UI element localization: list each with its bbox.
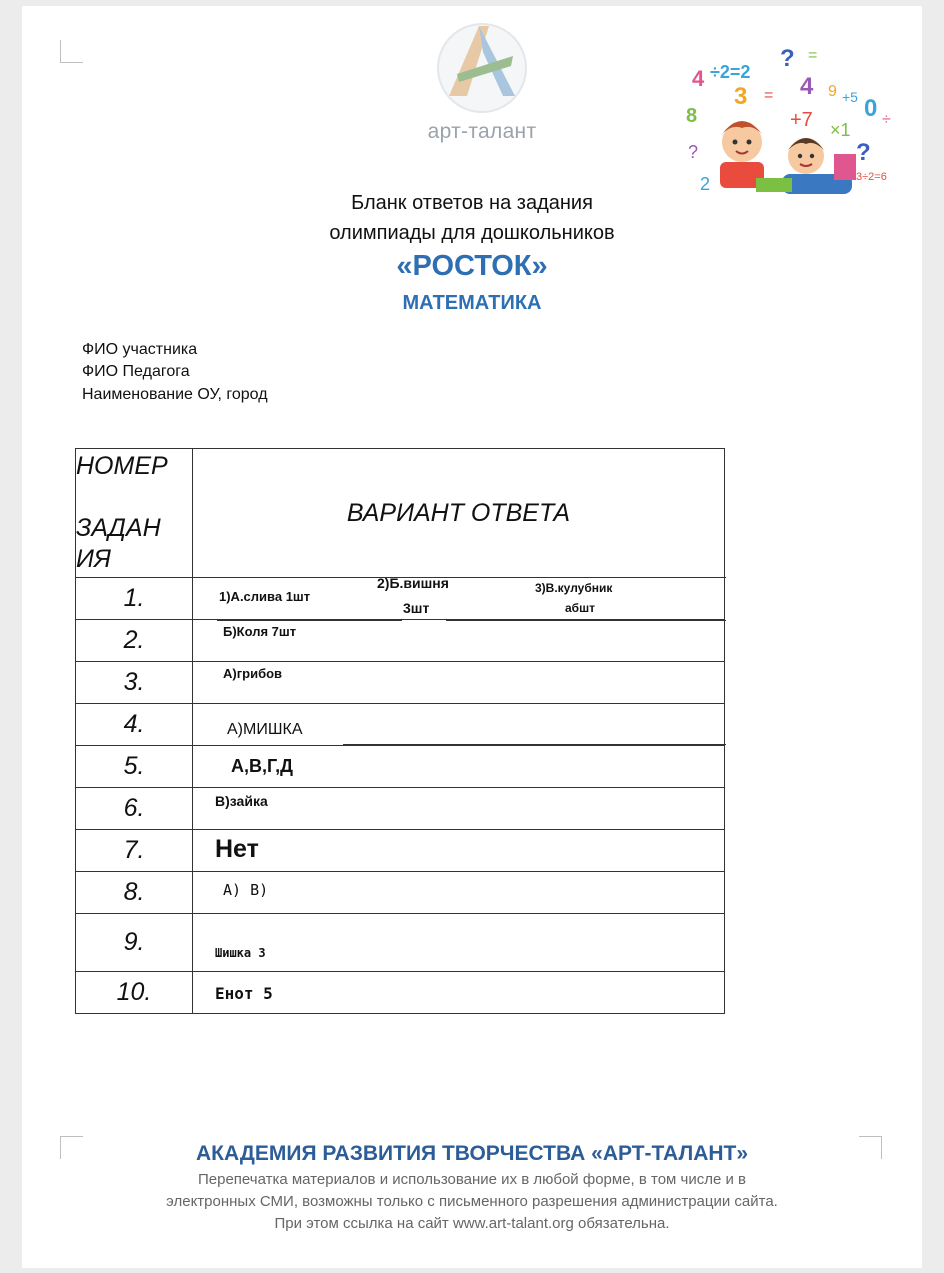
- logo-emblem-icon: [427, 12, 537, 124]
- task-number: 8.: [76, 872, 193, 914]
- crop-mark-top-left: [60, 40, 83, 63]
- answer-text: Нет: [215, 835, 259, 863]
- task-number: 9.: [76, 914, 193, 972]
- answer-cell[interactable]: [193, 575, 725, 620]
- task-number: 3.: [76, 662, 193, 704]
- task-number: 5.: [76, 746, 193, 788]
- svg-text:3: 3: [734, 83, 748, 110]
- answer-text: А,В,Г,Д: [231, 756, 293, 776]
- task-number: 7.: [76, 830, 193, 872]
- answer-cell[interactable]: [193, 620, 725, 662]
- table-row: [76, 704, 725, 746]
- task-number: 10.: [76, 972, 193, 1014]
- olympiad-name: «РОСТОК»: [396, 250, 548, 282]
- task-number: 1.: [76, 578, 193, 620]
- answer-text: абшт: [565, 601, 595, 615]
- svg-text:×1: ×1: [830, 120, 851, 140]
- answer-text: В)зайка: [215, 793, 268, 809]
- answer-text: Енот 5: [215, 984, 273, 1003]
- table-row: [76, 620, 725, 662]
- header-number-line: [76, 482, 192, 513]
- answer-underline: [476, 577, 531, 578]
- footer-line: электронных СМИ, возможны только с письменного разрешения администрации сайта.: [166, 1193, 778, 1210]
- task-number: 4.: [76, 704, 193, 746]
- answer-text: Шишка 3: [215, 946, 266, 960]
- svg-text:=: =: [764, 87, 774, 104]
- svg-text:?: ?: [856, 139, 871, 166]
- table-row: [76, 830, 725, 872]
- answer-text: А)грибов: [223, 666, 283, 681]
- table-header-row: [76, 449, 725, 578]
- svg-text:+7: +7: [790, 109, 813, 131]
- task-number: 2.: [76, 620, 193, 662]
- answer-text: 3шт: [403, 600, 430, 616]
- table-row: [76, 972, 725, 1014]
- art-talant-logo: [402, 12, 562, 152]
- answer-cell[interactable]: [193, 704, 725, 746]
- answer-cell[interactable]: [193, 746, 725, 788]
- participant-name-label: ФИО участника: [82, 341, 198, 358]
- table-row: [76, 662, 725, 704]
- table-row: [76, 872, 725, 914]
- heading-line-1: Бланк ответов на задания: [351, 192, 593, 214]
- svg-text:?: ?: [780, 45, 795, 72]
- logo-text: арт-талант: [427, 120, 537, 143]
- svg-text:+5: +5: [842, 89, 858, 105]
- answer-sheet-page: [22, 6, 922, 1268]
- svg-text:4: 4: [800, 73, 814, 100]
- svg-text:2: 2: [700, 174, 711, 194]
- svg-text:3÷2=6: 3÷2=6: [856, 171, 887, 183]
- table-row: [76, 914, 725, 972]
- svg-text:?: ?: [688, 142, 699, 162]
- task-number: 6.: [76, 788, 193, 830]
- answer-text: 1)А.слива 1шт: [219, 589, 311, 604]
- svg-text:0: 0: [864, 95, 878, 122]
- header-answer-variant: ВАРИАНТ ОТВЕТА: [193, 449, 725, 578]
- header-number-line: ИЯ: [76, 545, 111, 573]
- answer-cell[interactable]: [193, 914, 725, 972]
- answer-cell[interactable]: [193, 972, 725, 1014]
- teacher-name-label: ФИО Педагога: [82, 363, 190, 380]
- answer-text: 3)В.кулубник: [535, 581, 613, 595]
- table-row: [76, 788, 725, 830]
- footer-line: Перепечатка материалов и использование их в любой форме, в том числе и в: [197, 1171, 746, 1188]
- answer-underline: [636, 577, 726, 578]
- table-row: [76, 746, 725, 788]
- header-number-line: ЗАДАН: [76, 514, 161, 542]
- svg-text:8: 8: [686, 105, 698, 127]
- answer-text: А) В): [223, 881, 269, 899]
- header-number-line: НОМЕР: [76, 452, 168, 480]
- footer-title: АКАДЕМИЯ РАЗВИТИЯ ТВОРЧЕСТВА «АРТ-ТАЛАНТ»: [195, 1142, 749, 1165]
- svg-text:÷: ÷: [882, 111, 891, 128]
- answer-cell[interactable]: [193, 788, 725, 830]
- answer-text: Б)Коля 7шт: [223, 624, 297, 639]
- svg-text:4: 4: [692, 66, 705, 91]
- heading-line-2: олимпиады для дошкольников: [329, 222, 615, 244]
- kids-reading-math-illustration: [682, 38, 922, 208]
- svg-text:=: =: [808, 47, 818, 64]
- footer-line: При этом ссылка на сайт www.art-talant.org обязательна.: [274, 1215, 670, 1232]
- header-task-number: [76, 449, 193, 578]
- answer-cell[interactable]: [193, 662, 725, 704]
- answer-cell[interactable]: [193, 872, 725, 914]
- subject-title: МАТЕМАТИКА: [402, 292, 542, 314]
- answers-table: [75, 448, 725, 1014]
- svg-text:÷2=2: ÷2=2: [710, 62, 751, 82]
- answer-cell[interactable]: [193, 830, 725, 872]
- answer-text: А)МИШКА: [227, 721, 303, 738]
- answer-text: 2)Б.вишня: [377, 575, 449, 591]
- svg-text:9: 9: [828, 83, 837, 100]
- table-row: [76, 578, 725, 620]
- school-city-label: Наименование ОУ, город: [82, 386, 268, 403]
- answer-underline: [335, 577, 377, 578]
